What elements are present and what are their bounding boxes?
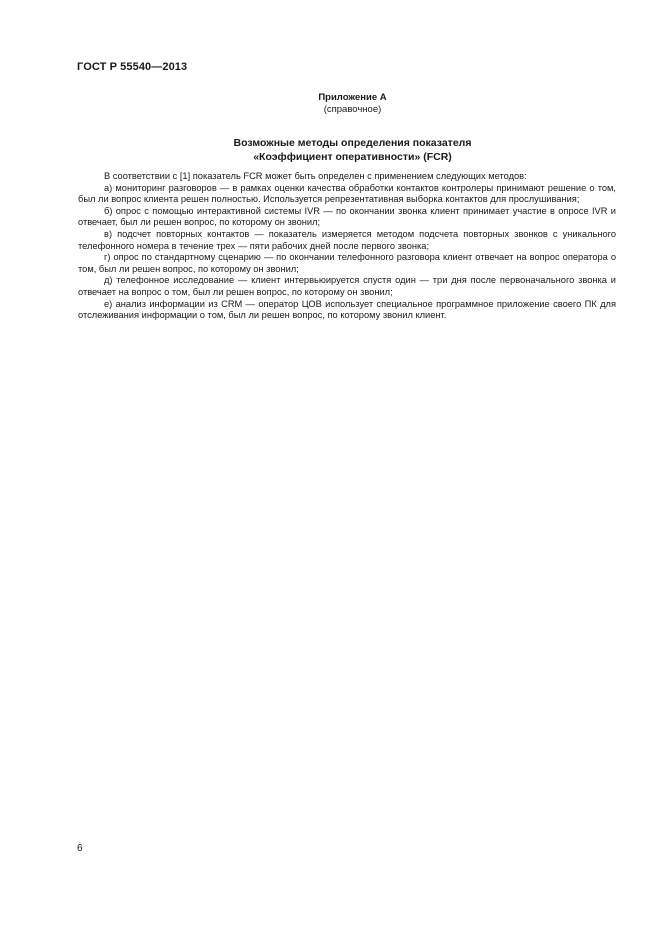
standard-code-header: ГОСТ Р 55540—2013 [77,61,188,73]
section-heading [80,136,625,164]
body-text [78,171,616,322]
paragraph-method-c: в) подсчет повторных контактов — показатель измеряется методом подсчета повторных звонков с уникального телефонного номера в течение трех — пяти рабочих дней после первого звонка; [78,228,616,251]
section-heading-line-1: Возможные методы определения показателя [233,137,472,149]
annex-type: (справочное) [323,104,382,115]
paragraph-intro: В соответствии с [1] показатель FCR может быть определен с применением следующих методов: [104,171,527,181]
annex-title: Приложение А [318,92,387,103]
paragraph-method-a: а) мониторинг разговоров — в рамках оценки качества обработки контактов контролеры принимают решение о том, был ли вопрос клиента решен полностью. Используется репрезентативная выборка контактов для прослушивания; [78,182,616,205]
paragraph-method-f: е) анализ информации из CRM — оператор ЦОВ использует специальное программное приложение своего ПК для отслеживания информации о том, был ли решен вопрос, по которому звонил клиент. [78,298,616,321]
paragraph-method-d: г) опрос по стандартному сценарию — по окончании телефонного разговора клиент отвечает на вопрос оператора о том, был ли решен вопрос, по которому он звонил; [78,252,616,274]
paragraph-method-e: д) телефонное исследование — клиент интервьюируется спустя один — три дня после первоначального звонка и отвечает на вопрос о том, был ли решен вопрос, по которому он звонил; [78,275,616,297]
section-heading-line-2: «Коэффициент оперативности» (FCR) [253,151,452,163]
paragraph-method-b: б) опрос с помощью интерактивной системы IVR — по окончании звонка клиент принимает участие в опросе IVR и отвечает, был ли решен вопрос, по которому он звонил; [78,205,616,228]
annex-label [80,92,625,116]
page-number: 6 [77,843,83,854]
